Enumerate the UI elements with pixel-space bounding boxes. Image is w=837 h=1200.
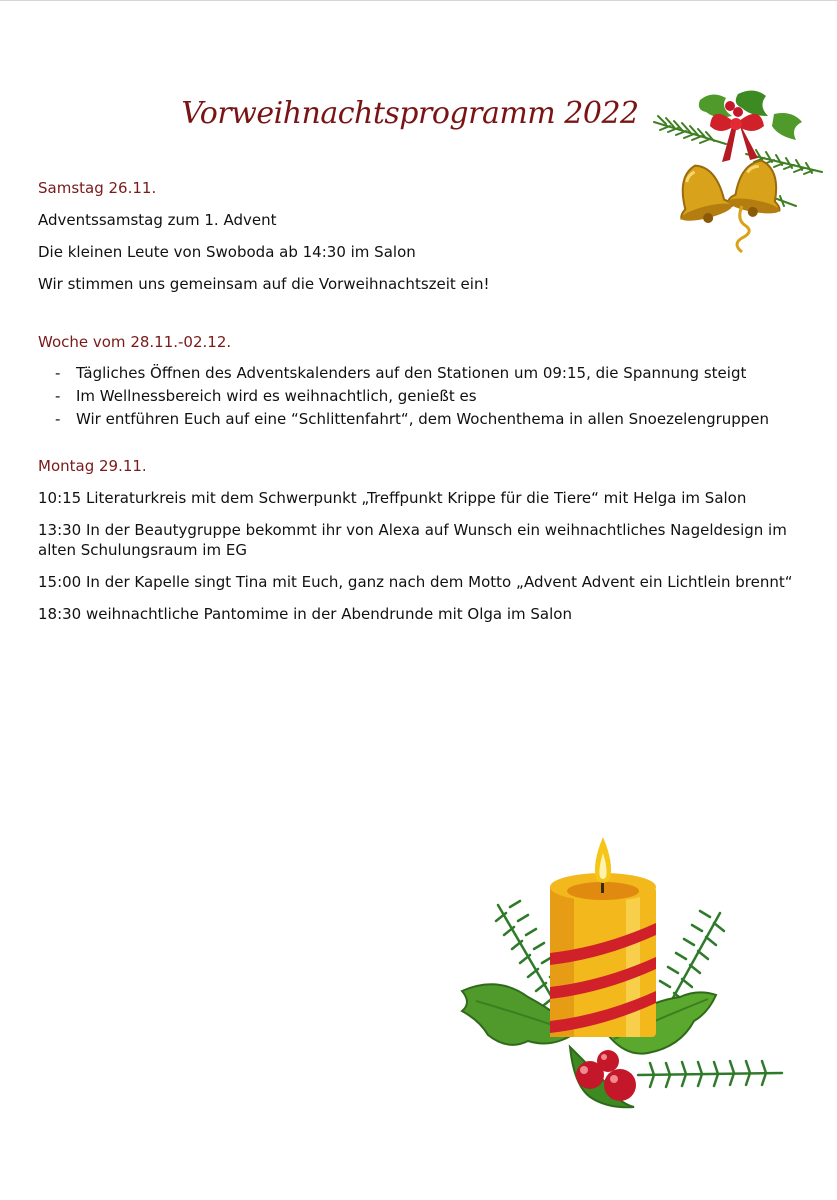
list-item [38,386,798,406]
program-line: Wir stimmen uns gemeinsam auf die Vorweihnachtszeit ein! [38,275,490,293]
section-week [38,332,798,429]
list-item [38,409,798,429]
bullet-marker: - [55,410,61,428]
program-line: Die kleinen Leute von Swoboda ab 14:30 im Salon [38,243,416,261]
list-item-text: Tägliches Öffnen des Adventskalenders auf den Stationen um 09:15, die Spannung steigt [76,364,747,382]
list-item [38,363,798,383]
bullet-list [38,363,798,429]
section-heading: Samstag 26.11. [38,179,157,197]
list-item-text: Im Wellnessbereich wird es weihnachtlich, genießt es [76,387,477,405]
page-top-border [0,0,837,1]
list-item-text: Wir entführen Euch auf eine “Schlittenfahrt“, dem Wochenthema in allen Snoezelengruppen [76,410,770,428]
program-line: 10:15 Literaturkreis mit dem Schwerpunkt „Treffpunkt Krippe für die Tiere“ mit Helga im Salon [38,489,747,507]
section-saturday [38,178,798,294]
bullet-marker: - [55,364,61,382]
program-content [38,178,798,624]
program-line: 15:00 In der Kapelle singt Tina mit Euch, ganz nach dem Motto „Advent Advent ein Lichtlein brennt“ [38,573,793,591]
bullet-marker: - [55,387,61,405]
advent-candle-icon [458,835,788,1115]
section-monday [38,456,798,624]
program-line: Adventssamstag zum 1. Advent [38,211,277,229]
program-line: 18:30 weihnachtliche Pantomime in der Abendrunde mit Olga im Salon [38,605,572,623]
program-line: 13:30 In der Beautygruppe bekommt ihr von Alexa auf Wunsch ein weihnachtliches Nageldesign im alten Schulungsraum im EG [38,521,787,559]
section-heading: Woche vom 28.11.-02.12. [38,333,232,351]
page-title: Vorweihnachtsprogramm 2022 [181,96,639,131]
section-heading: Montag 29.11. [38,457,147,475]
